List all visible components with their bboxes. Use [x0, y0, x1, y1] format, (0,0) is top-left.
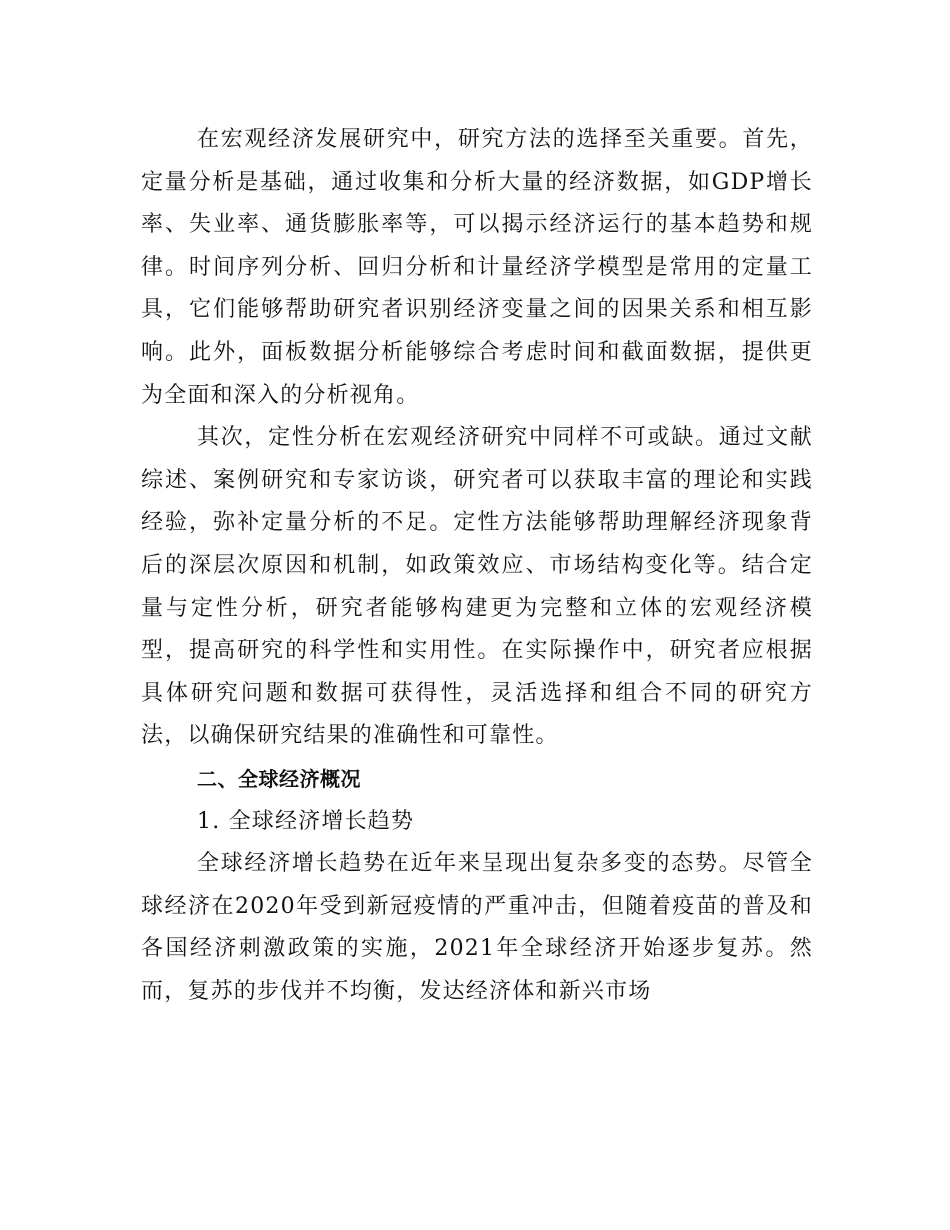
- paragraph-research-methods-qualitative: 其次，定性分析在宏观经济研究中同样不可或缺。通过文献综述、案例研究和专家访谈，研究者可以获取丰富的理论和实践经验，弥补定量分析的不足。定性方法能够帮助理解经济现象背后的深层次原因和机制，如政策效应、市场结构变化等。结合定量与定性分析，研究者能够构建更为完整和立体的宏观经济模型，提高研究的科学性和实用性。在实际操作中，研究者应根据具体研究问题和数据可获得性，灵活选择和组合不同的研究方法，以确保研究结果的准确性和可靠性。: [141, 425, 813, 749]
- subsection-heading: 1. 全球经济增长趋势: [197, 808, 415, 834]
- section-heading: 二、全球经济概况: [197, 766, 361, 791]
- document-body: [141, 119, 813, 1013]
- paragraph-research-methods-quantitative: 在宏观经济发展研究中，研究方法的选择至关重要。首先，定量分析是基础，通过收集和分析大量的经济数据，如GDP增长率、失业率、通货膨胀率等，可以揭示经济运行的基本趋势和规律。时间序列分析、回归分析和计量经济学模型是常用的定量工具，它们能够帮助研究者识别经济变量之间的因果关系和相互影响。此外，面板数据分析能够综合考虑时间和截面数据，提供更为全面和深入的分析视角。: [141, 127, 813, 408]
- paragraph-global-growth-trend: 全球经济增长趋势在近年来呈现出复杂多变的态势。尽管全球经济在2020年受到新冠疫情的严重冲击，但随着疫苗的普及和各国经济刺激政策的实施，2021年全球经济开始逐步复苏。然而，复苏的步伐并不均衡，发达经济体和新兴市场: [141, 851, 813, 1004]
